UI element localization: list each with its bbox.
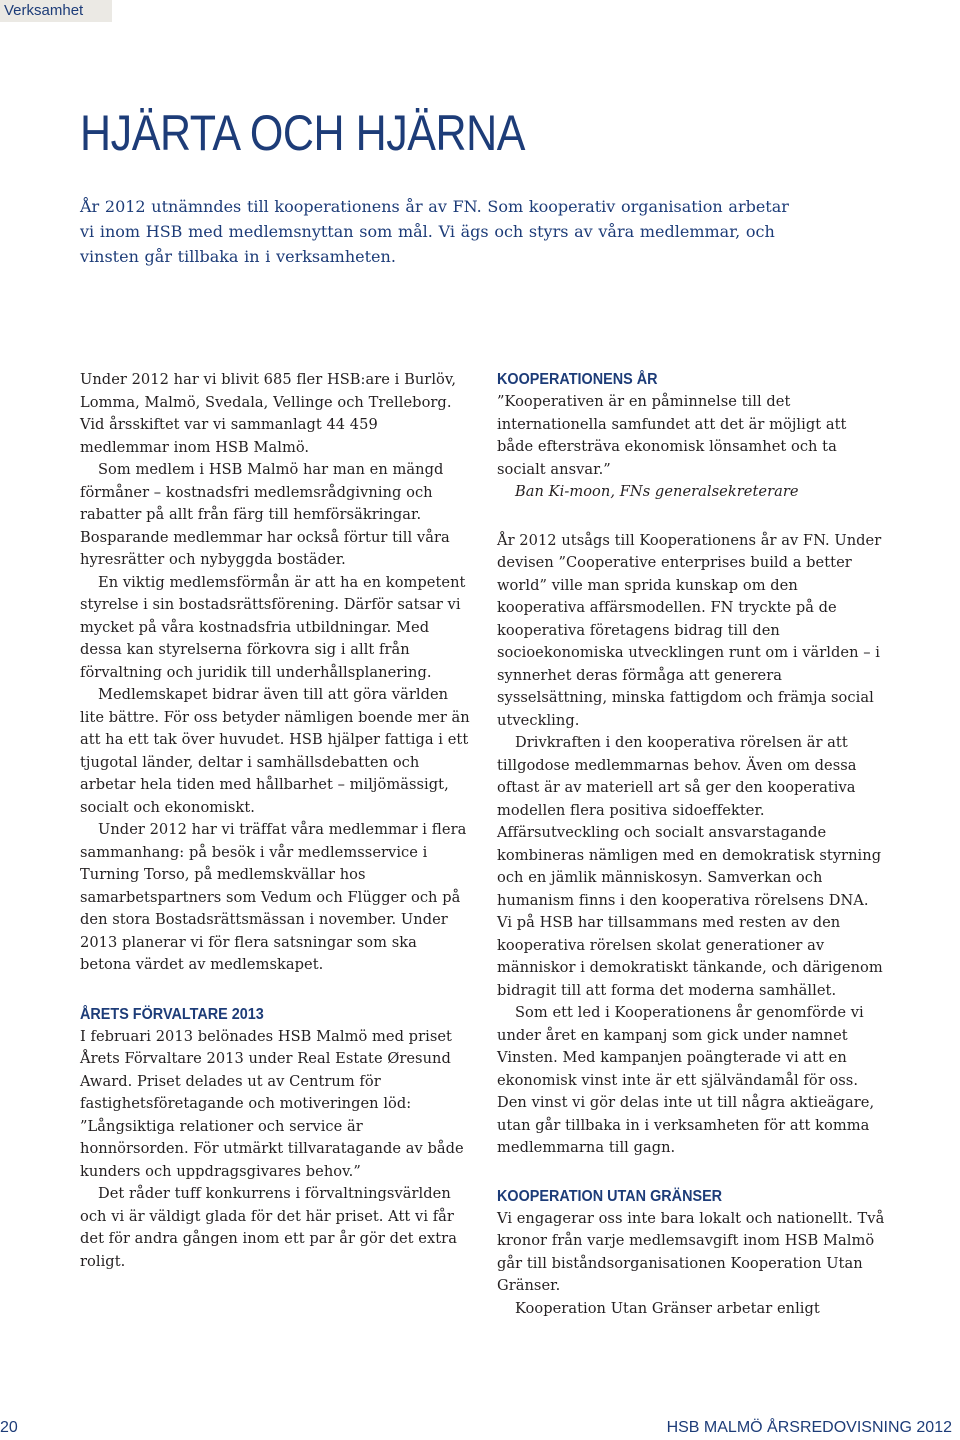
left-column: [80, 369, 470, 1273]
page-number: 20: [0, 1419, 18, 1436]
body-paragraph: Drivkraften i den kooperativa rörelsen är att tillgodose medlemmarnas behov. Även om dessa oftast är av materiell art så ger den kooperativa modellen flera positiva sidoeffekter. Affärsutveckling och socialt ansvarstagande kombineras nämligen med en demokratisk styrning och en jämlik människosyn. Samverkan och humanism finns i den kooperativa rörelsens DNA. Vi på HSB har tillsammans med resten av den kooperativa rörelsen skolat generationer av människor i demokratiskt tänkande, och därigenom bidragit till att forma det moderna samhället.: [497, 734, 883, 999]
borders-heading: KOOPERATION UTAN GRÄNSER: [497, 1187, 723, 1205]
coop-year-heading: KOOPERATIONENS ÅR: [497, 371, 658, 388]
section-label: Verksamhet: [0, 0, 112, 22]
quote-author: Ban Ki-moon, FNs generalsekreterare: [515, 483, 799, 500]
intro-paragraph: År 2012 utnämndes till kooperationens år av FN. Som kooperativ organisation arbetar vi inom HSB med medlemsnyttan som mål. Vi ägs och styrs av våra medlemmar, och vinsten går tillbaka in i verksamheten.: [80, 197, 789, 266]
body-paragraph: Under 2012 har vi blivit 685 fler HSB:are i Burlöv, Lomma, Malmö, Svedala, Vellinge och Trelleborg. Vid årsskiftet var vi sammanlagt 44 459 medlemmar inom HSB Malmö.: [80, 371, 457, 456]
body-paragraph: Vi engagerar oss inte bara lokalt och nationellt. Två kronor från varje medlemsavgift inom HSB Malmö går till biståndsorganisationen Kooperation Utan Gränser.: [497, 1209, 885, 1294]
publication-title: HSB MALMÖ ÅRSREDOVISNING 2012: [666, 1419, 952, 1436]
body-paragraph: Som ett led i Kooperationens år genomförde vi under året en kampanj som gick under namnet Vinsten. Med kampanjen poängterade vi att en ekonomisk vinst inte är ett självändamål för oss. Den vinst vi gör delas inte ut till några aktieägare, utan går tillbaka in i verksamheten för att komma medlemmarna till gagn.: [497, 1004, 875, 1156]
body-paragraph: År 2012 utsågs till Kooperationens år av FN. Under devisen ”Cooperative enterprises build a better world” ville man sprida kunskap om den kooperativa affärsmodellen. FN tryckte på de kooperativa företagens bidrag till den socioekonomiska utvecklingen runt om i världen – i synnerhet deras förmåga att generera sysselsättning, minska fattigdom och främja social utveckling.: [497, 531, 882, 729]
body-paragraph: I februari 2013 belönades HSB Malmö med priset Årets Förvaltare 2013 under Real Estate Øresund Award. Priset delades ut av Centrum för fastighetsföretagande och motiveringen löd: ”Långsiktiga relationer och service är honnörsorden. För utmärkt tillvaratagande av både kunders och uppdragsgivares behov.”: [80, 1027, 464, 1180]
body-paragraph: Det råder tuff konkurrens i förvaltningsvärlden och vi är väldigt glada för det här priset. Att vi får det för andra gången inom ett par år gör det extra roligt.: [80, 1185, 457, 1270]
pull-quote: ”Kooperativen är en påminnelse till det internationella samfundet att det är möjligt att både eftersträva ekonomisk lönsamhet och ta socialt ansvar.”: [497, 393, 847, 478]
body-paragraph: Medlemskapet bidrar även till att göra världen lite bättre. För oss betyder nämligen boende mer än att ha ett tak över huvudet. HSB hjälper fattiga i ett tjugotal länder, deltar i samhällsdebatten och arbetar hela tiden med hållbarhet – miljömässigt, socialt och ekonomiskt.: [80, 686, 470, 816]
body-paragraph: Kooperation Utan Gränser arbetar enligt: [515, 1299, 820, 1317]
body-paragraph: Som medlem i HSB Malmö har man en mängd förmåner – kostnadsfri medlemsrådgivning och rabatter på allt från färg till hemförsäkringar. Bosparande medlemmar har också förtur till våra hyresrätter och nybyggda bostäder.: [80, 461, 450, 568]
body-paragraph: En viktig medlemsförmån är att ha en kompetent styrelse i sin bostadsrättsförening. Därför satsar vi mycket på våra kostnadsfria utbildningar. Med dessa kan styrelserna förkovra sig i allt från förvaltning och juridik till underhållsplanering.: [80, 573, 466, 681]
body-paragraph: Under 2012 har vi träffat våra medlemmar i flera sammanhang: på besök i vår medlemsservice i Turning Torso, på medlemskvällar hos samarbetspartners som Vedum och Flügger och på den stora Bostadsrättsmässan i november. Under 2013 planerar vi för flera satsningar som ska betona värdet av medlemskapet.: [80, 821, 467, 973]
page-title: HJÄRTA OCH HJÄRNA: [80, 105, 526, 161]
right-column: [497, 369, 887, 1320]
award-heading: ÅRETS FÖRVALTARE 2013: [80, 1005, 264, 1023]
